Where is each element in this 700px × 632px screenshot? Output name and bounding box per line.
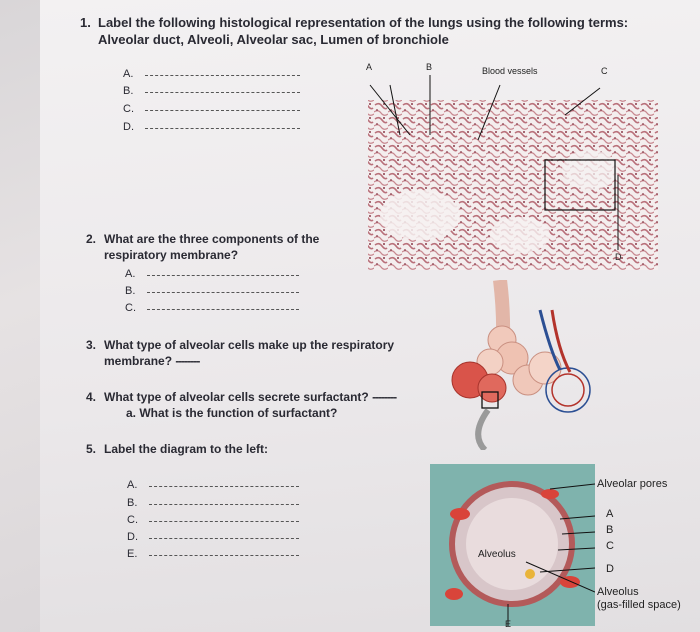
red-blood-cell [445,588,463,600]
question-4-text: What type of alveolar cells secrete surfactant? [104,390,369,404]
alveolus-label-c: C [606,540,614,552]
question-3-number: 3. [86,338,97,352]
question-2 [86,231,319,263]
bronchiole-lumen [380,190,460,240]
red-blood-cell [450,508,470,520]
histology-label-c: C [601,66,608,76]
q5-blank-a[interactable] [127,479,299,491]
question-2-line-1: What are the three components of the [104,232,320,246]
q5-blank-b-letter: B. [127,497,138,509]
question-2-line-2: respiratory membrane? [104,248,239,262]
answer-line [149,521,299,522]
q1-blank-d-letter: D. [123,121,134,133]
histology-label-blood-vessels: Blood vessels [482,66,538,76]
answer-line [149,504,299,505]
answer-line [147,275,299,276]
answer-line [147,309,299,310]
alveolus-label-d: D [606,563,614,575]
question-5-number: 5. [86,442,97,456]
q5-blank-b[interactable] [127,497,299,509]
q5-blank-c-letter: C. [127,514,138,526]
q1-blank-a[interactable] [123,68,300,80]
answer-line [149,486,299,487]
alveolar-space [490,217,550,253]
question-3 [86,337,394,369]
alveolus-label-a: A [606,508,614,520]
answer-line [149,555,299,556]
alveolus-outer-label-line-2: (gas-filled space) [597,599,681,611]
question-1-text: Label the following histological representation of the lungs using the following terms: [98,15,629,30]
q2-blank-a[interactable] [125,268,299,280]
question-5 [86,441,268,457]
zoom-arrow [478,410,488,450]
q1-blank-b-letter: B. [123,85,134,97]
alveolus-label-e: E [505,619,512,629]
alveolus-label-b: B [606,524,614,536]
alveolus-inner-label: Alveolus [478,549,516,560]
q2-blank-c-letter: C. [125,302,136,314]
red-blood-cell [541,489,559,499]
q2-blank-c[interactable] [125,302,299,314]
alveolar-sac-illustration [440,280,620,450]
lung-histology-figure [360,60,660,270]
answer-line [145,92,300,93]
answer-line [147,292,299,293]
question-1-terms: Alveolar duct, Alveoli, Alveolar sac, Lumen of bronchiole [98,32,449,47]
q5-blank-e-letter: E. [127,548,138,560]
alveolar-pores-label: Alveolar pores [597,478,668,490]
q5-blank-c[interactable] [127,514,299,526]
question-3-line-1: What type of alveolar cells make up the respiratory [104,338,395,352]
question-4a-letter: a. [126,406,137,420]
q5-blank-e[interactable] [127,548,299,560]
question-4-number: 4. [86,390,97,404]
question-2-number: 2. [86,232,97,246]
answer-line [145,75,300,76]
q1-blank-c-letter: C. [123,103,134,115]
q5-blank-d[interactable] [127,531,299,543]
q1-blank-b[interactable] [123,85,300,97]
alveolus-space [466,498,558,590]
q1-blank-d[interactable] [123,121,300,133]
q5-blank-a-letter: A. [127,479,138,491]
alveolar-cluster [452,310,590,412]
question-4a-text: What is the function of surfactant? [139,406,338,420]
alveolar-space [562,150,618,190]
histology-label-a: A [366,62,373,72]
alveolus-cross-section [430,464,595,626]
alveolus-outer-label-line-1: Alveolus [597,586,639,598]
question-5-text: Label the diagram to the left: [104,442,269,456]
histology-label-d: D [615,252,622,262]
q2-blank-a-letter: A. [125,268,136,280]
q5-blank-d-letter: D. [127,531,138,543]
answer-line [145,110,300,111]
question-1 [80,14,628,48]
answer-line [145,128,300,129]
question-3-answer-line[interactable]: -------- [175,354,200,368]
q2-blank-b-letter: B. [125,285,136,297]
question-3-line-2: membrane? [104,354,173,368]
histology-label-b: B [426,62,433,72]
q1-blank-c[interactable] [123,103,300,115]
macrophage [525,569,535,579]
question-1-number: 1. [80,15,91,30]
question-4-answer-line[interactable]: -------- [372,390,397,404]
q1-blank-a-letter: A. [123,68,134,80]
answer-line [149,538,299,539]
q2-blank-b[interactable] [125,285,299,297]
question-4 [86,389,396,421]
